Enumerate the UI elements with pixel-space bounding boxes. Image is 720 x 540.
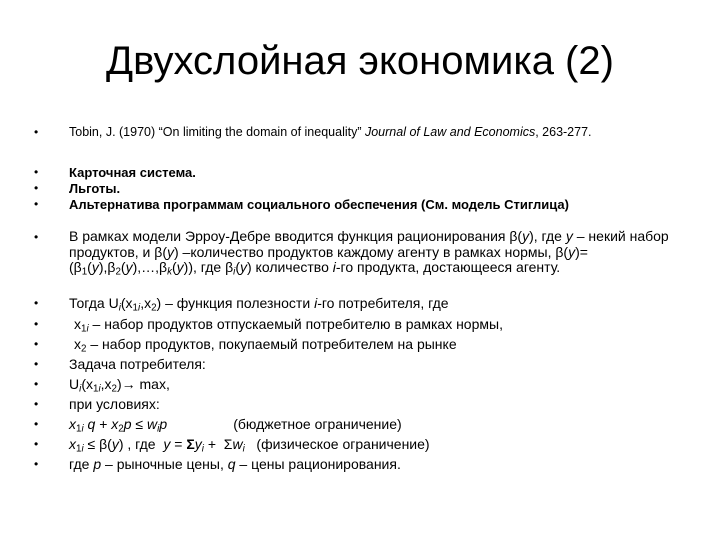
list-item-text: $U_i(x_{1i},x_2)\to \max$, <box>69 376 170 395</box>
list-item-text: Задача потребителя: <box>69 356 206 372</box>
bullet-icon: • <box>34 125 39 139</box>
bullet-icon: • <box>34 337 39 351</box>
reference-text: Tobin, J. (1970) “On limiting the domain of inequality” Journal of Law and Economics, 263-277. <box>69 125 592 139</box>
list-item-text: Льготы. <box>69 181 121 196</box>
list-item-text: $x_{1i}$ $q + x_2p \le w_ip$ (бюджетное ограничение) <box>69 416 402 435</box>
bullet-icon: • <box>34 165 39 179</box>
list-item-text: В рамках модели Эрроу-Дебре вводится функция рационирования β(y), где y – некий набор продуктов, и β(y) –количество продуктов каждому агенту в рамках нормы, $\beta(y)= (\beta_1(y),\beta_2(y),\dots,\beta_k(y))$, где $\beta_i(y)$ количество i-го продукта, достающееся агенту. <box>69 228 669 278</box>
list-item-text: Альтернатива программам социального обеспечения (См. модель Стиглица) <box>69 197 569 212</box>
bullet-icon: • <box>34 296 39 310</box>
bullet-icon: • <box>34 317 39 331</box>
bullet-icon: • <box>34 181 39 195</box>
list-item-text: $x_{1i} \le \beta(y)$ , где $y = \Sigma y_i + \Sigma w_i$ (физическое ограничение) <box>69 436 430 455</box>
bullet-icon: • <box>34 230 39 244</box>
bullet-icon: • <box>34 197 39 211</box>
bullet-icon: • <box>34 377 39 391</box>
list-item-text: Карточная система. <box>69 165 196 180</box>
list-item-text: $x_{1i}$ – набор продуктов отпускаемый потребителю в рамках нормы, <box>74 316 503 335</box>
bullet-icon: • <box>34 457 39 471</box>
bullet-icon: • <box>34 397 39 411</box>
bullet-icon: • <box>34 437 39 451</box>
list-item-text: Тогда $U_i(x_{1i},x_2)$ – функция полезности i-го потребителя, где <box>69 295 449 314</box>
list-item-text: $x_2$ – набор продуктов, покупаемый потребителем на рынке <box>74 336 457 355</box>
bullet-icon: • <box>34 417 39 431</box>
list-item-text: при условиях: <box>69 396 160 412</box>
slide-title: Двухслойная экономика (2) <box>106 39 614 83</box>
list-item-text: где p – рыночные цены, q – цены рационирования. <box>69 456 401 472</box>
bullet-icon: • <box>34 357 39 371</box>
